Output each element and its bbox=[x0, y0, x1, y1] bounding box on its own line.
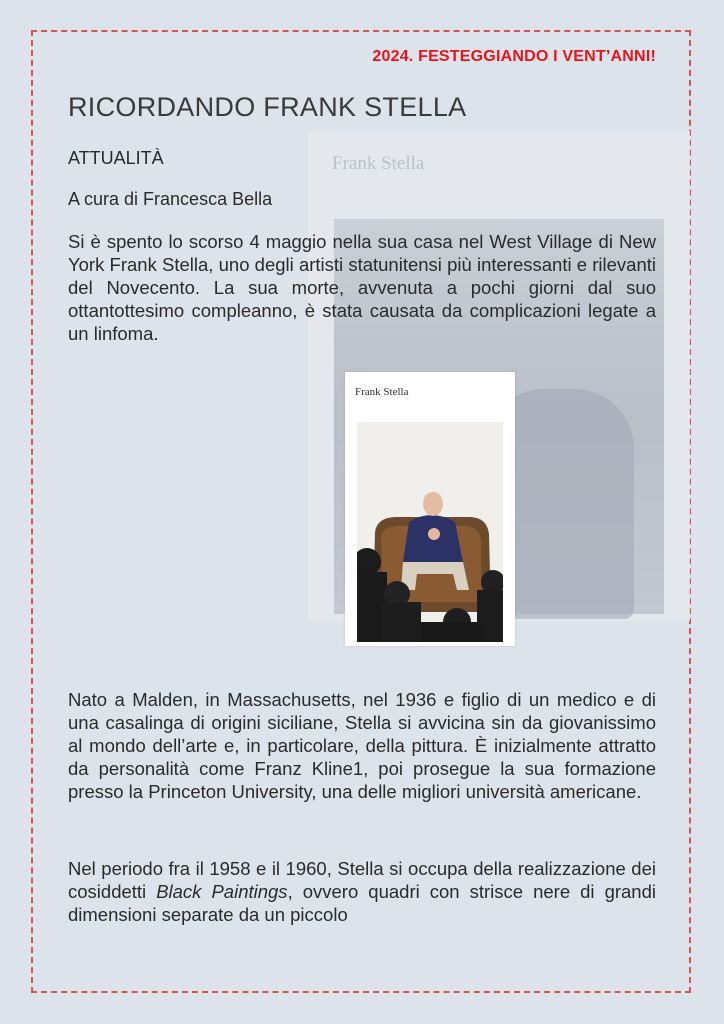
paragraph-3-text-end: , ovvero quadri con strisce nere di grandi dimensioni separate da un piccolo bbox=[68, 881, 656, 925]
artwork-series-title: Black Paintings bbox=[156, 881, 288, 902]
paragraph-3-text-start: Nel periodo fra il 1958 e il 1960, Stella si occupa della realizzazione dei cosiddetti bbox=[68, 858, 656, 902]
photo-card bbox=[345, 372, 515, 646]
portrait-photo bbox=[357, 422, 503, 642]
section-label: ATTUALITÀ bbox=[68, 148, 164, 168]
portrait-illustration bbox=[357, 422, 503, 642]
background-photo-caption: Frank Stella bbox=[332, 153, 425, 174]
paragraph-3 bbox=[68, 857, 656, 926]
anniversary-banner: 2024. FESTEGGIANDO I VENT’ANNI! bbox=[372, 48, 656, 65]
author-line: A cura di Francesca Bella bbox=[68, 189, 273, 209]
photo-caption: Frank Stella bbox=[355, 386, 409, 398]
paragraph-2: Nato a Malden, in Massachusetts, nel 1936 e figlio di un medico e di una casalinga di origini siciliane, Stella si avvicina sin da giovanissimo al mondo dell’arte e, in particolare, della pittura. È inizialmente attratto da personalità come Franz Kline1, poi prosegue la sua formazione presso la Princeton University, una delle migliori università americane. bbox=[68, 689, 656, 802]
article-title: RICORDANDO FRANK STELLA bbox=[68, 92, 467, 122]
paragraph-1: Si è spento lo scorso 4 maggio nella sua casa nel West Village di New York Frank Stella, uno degli artisti statunitensi più interessanti e rilevanti del Novecento. La sua morte, avvenuta a pochi giorni dal suo ottantottesimo compleanno, è stata causata da complicazioni legate a un linfoma. bbox=[68, 231, 656, 344]
